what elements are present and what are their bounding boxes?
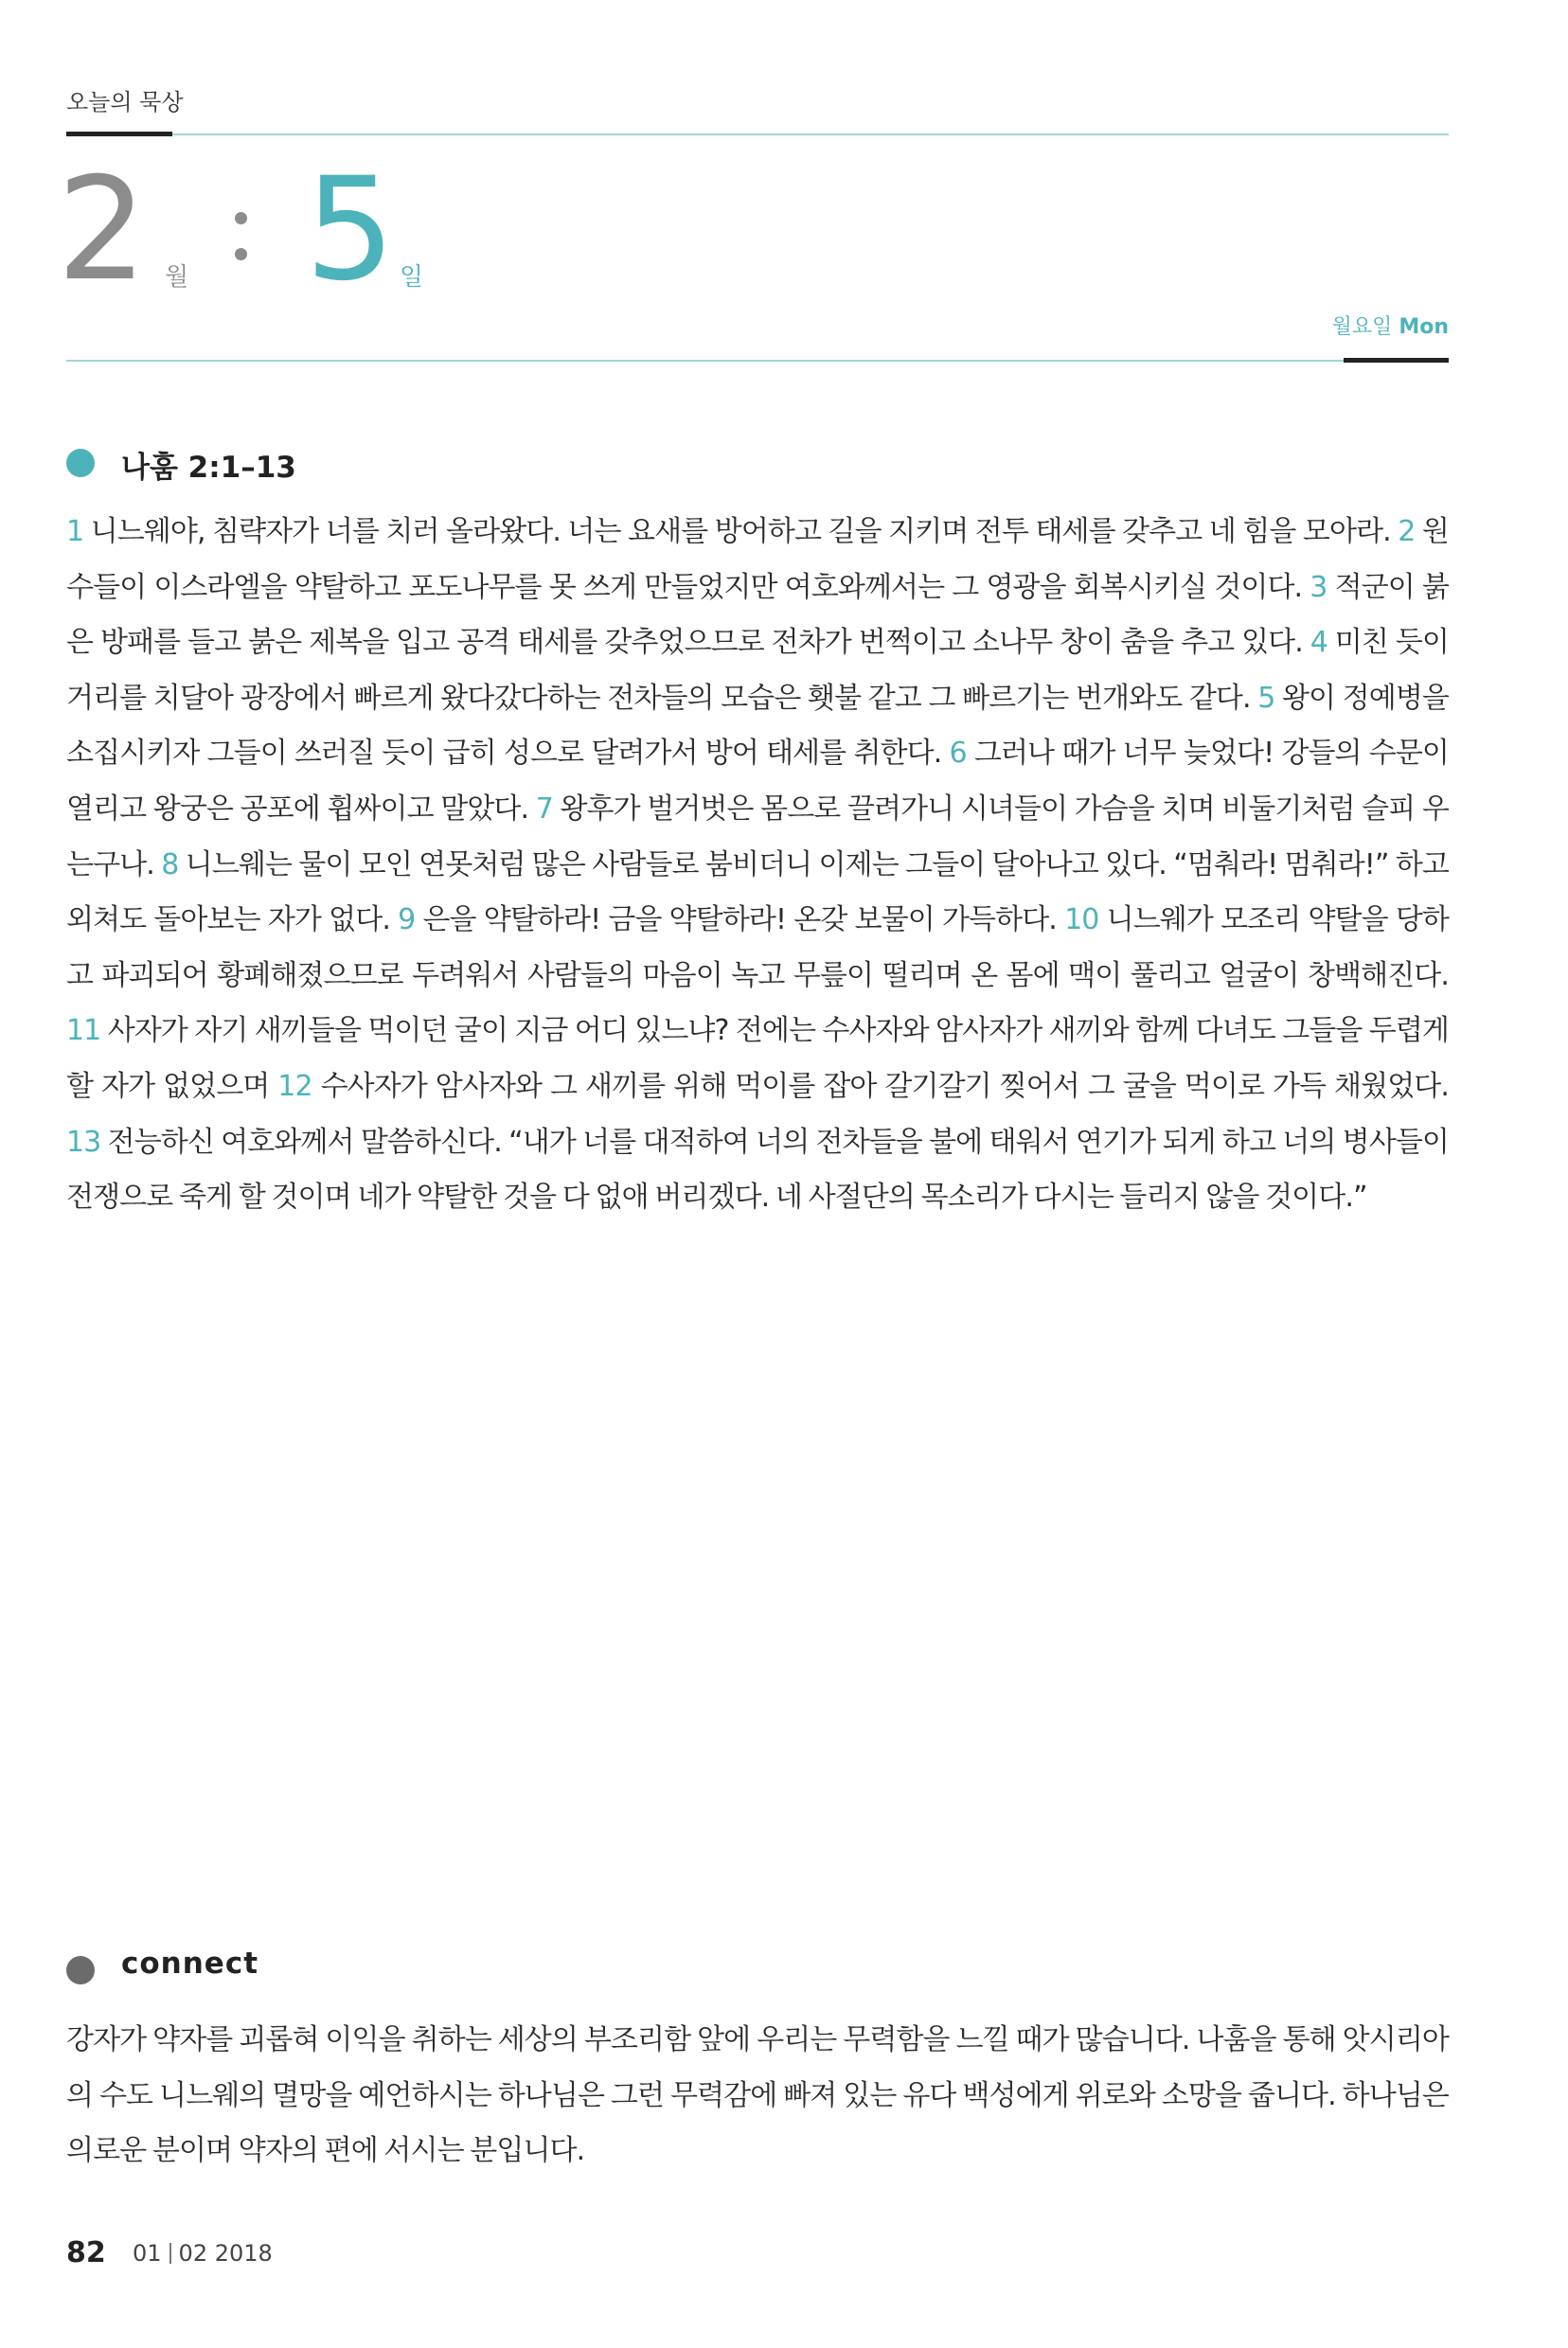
- verse-number: 12: [277, 1069, 312, 1103]
- verse-number: 9: [398, 903, 416, 937]
- colon-dot-bottom: [235, 248, 247, 260]
- verse-text: 그러나 때가 너무 늦었다! 강들의 수문이 열리고 왕궁은 공포에 휩싸이고 말았다.: [66, 737, 1449, 826]
- verse-number: 3: [1310, 570, 1327, 604]
- verse-text: 원수들이 이스라엘을 약탈하고 포도나무를 못 쓰게 만들었지만 여호와께서는 그 영광을 회복시키실 것이다.: [66, 515, 1449, 604]
- top-divider-accent: [66, 132, 172, 136]
- bullet-dot-icon: [66, 449, 95, 477]
- header-divider: [66, 360, 1449, 362]
- colon-dot-top: [235, 212, 247, 224]
- verse-text: 미친 듯이 거리를 치달아 광장에서 빠르게 왔다갔다하는 전차들의 모습은 횃불 같고 그 빠르기는 번개와도 같다.: [66, 626, 1449, 715]
- verse-text: 사자가 자기 새끼들을 먹이던 굴이 지금 어디 있느냐? 전에는 수사자와 암사자가 새끼와 함께 다녀도 그들을 두렵게 할 자가 없었으며: [66, 1014, 1449, 1103]
- verse-text: 수사자가 암사자와 그 새끼를 위해 먹이를 잡아 갈기갈기 찢어서 그 굴을 먹이로 가득 채웠었다.: [320, 1069, 1449, 1103]
- verse-number: 10: [1064, 903, 1099, 937]
- connect-body: 강자가 약자를 괴롭혀 이익을 취하는 세상의 부조리함 앞에 우리는 무력함을 느낄 때가 많습니다. 나훔을 통해 앗시리아의 수도 니느웨의 멸망을 예언하시는 하나님은 그런 무력감에 빠져 있는 유다 백성에게 위로와 소망을 줍니다. 하나님은 의로운 분이며 약자의 편에 서시는 분입니다.: [66, 2023, 1449, 2168]
- verse-number: 4: [1310, 626, 1327, 660]
- month-number: 2: [57, 148, 144, 312]
- verse-number: 7: [535, 792, 553, 826]
- section-label: 오늘의 묵상: [66, 89, 184, 116]
- page-number: 82: [66, 2236, 106, 2269]
- verse-number: 2: [1398, 515, 1416, 548]
- weekday: [1332, 311, 1449, 340]
- issue-info: [133, 2240, 273, 2267]
- verse-text: 전능하신 여호와께서 말씀하신다. “내가 너를 대적하여 너의 전차들을 불에 태워서 연기가 되게 하고 너의 병사들이 전쟁으로 죽게 할 것이며 네가 약탈한 것을 다 없애 버리겠다. 네 사절단의 목소리가 다시는 들리지 않을 것이다.”: [66, 1125, 1449, 1215]
- day-unit: 일: [400, 263, 424, 292]
- top-divider: [66, 133, 1449, 135]
- weekday-english: Mon: [1399, 315, 1449, 339]
- scripture-text: [66, 505, 1449, 1226]
- verse-number: 1: [66, 515, 84, 548]
- passage-reference: 나훔 2:1–13: [121, 451, 296, 485]
- issue-month: 01: [133, 2240, 162, 2267]
- verse-text: 왕이 정예병을 소집시키자 그들이 쓰러질 듯이 급히 성으로 달려가서 방어 태세를 취한다.: [66, 681, 1449, 771]
- bullet-dot-icon: [66, 1956, 95, 1984]
- weekday-korean: 월요일: [1331, 315, 1393, 339]
- issue-date: 02 2018: [178, 2240, 273, 2267]
- verse-number: 11: [66, 1014, 101, 1048]
- verse-text: 은을 약탈하라! 금을 약탈하라! 온갖 보물이 가득하다.: [422, 903, 1057, 937]
- verse-number: 13: [66, 1125, 101, 1159]
- verse-number: 8: [161, 847, 179, 881]
- day-number: 5: [305, 148, 392, 312]
- verse-text: 니느웨는 물이 모인 연못처럼 많은 사람들로 붐비더니 이제는 그들이 달아나고 있다. “멈춰라! 멈춰라!” 하고 외쳐도 돌아보는 자가 없다.: [66, 847, 1449, 937]
- verse-text: 니느웨야, 침략자가 너를 치러 올라왔다. 너는 요새를 방어하고 길을 지키며 전투 태세를 갖추고 네 힘을 모아라.: [90, 515, 1391, 548]
- header-divider-accent: [1344, 358, 1449, 363]
- verse-number: 6: [949, 737, 967, 771]
- verse-number: 5: [1257, 681, 1275, 715]
- issue-separator: [169, 2243, 171, 2264]
- verse-text: 니느웨가 모조리 약탈을 당하고 파괴되어 황폐해졌으므로 두려워서 사람들의 마음이 녹고 무릎이 떨리며 온 몸에 맥이 풀리고 얼굴이 창백해진다.: [66, 903, 1450, 992]
- verse-text: 왕후가 벌거벗은 몸으로 끌려가니 시녀들이 가슴을 치며 비둘기처럼 슬피 우는구나.: [66, 792, 1449, 881]
- month-unit: 월: [165, 263, 189, 292]
- connect-heading: connect: [121, 1947, 259, 1981]
- verse-text: 적군이 붉은 방패를 들고 붉은 제복을 입고 공격 태세를 갖추었으므로 전차가 번쩍이고 소나무 창이 춤을 추고 있다.: [66, 570, 1449, 660]
